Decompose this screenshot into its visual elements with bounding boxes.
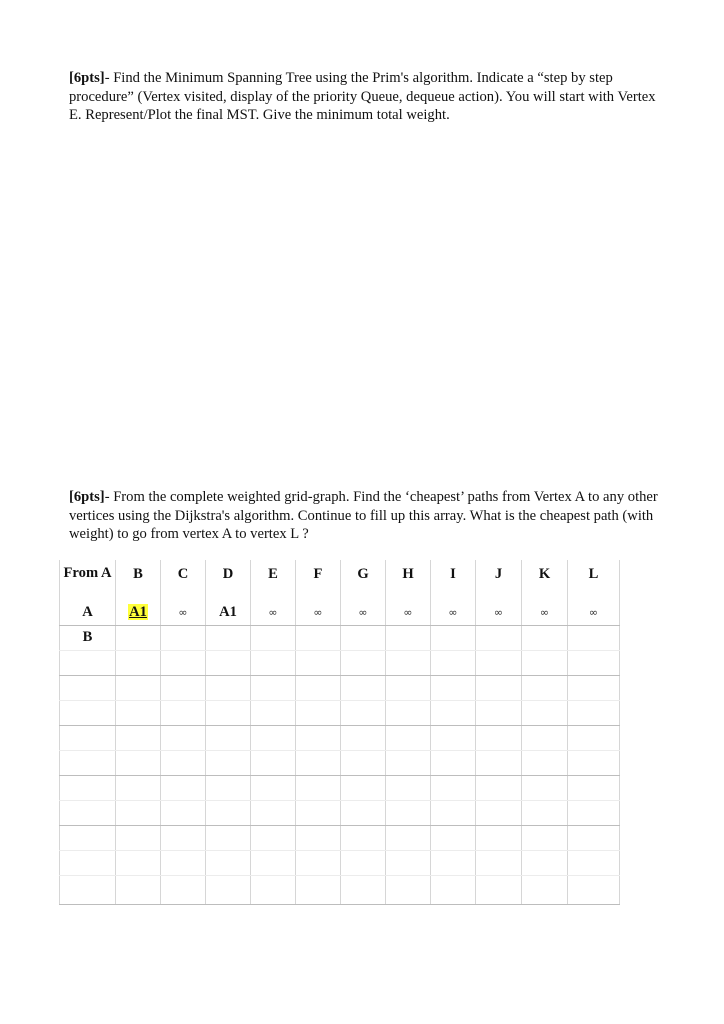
table-cell[interactable] bbox=[161, 650, 206, 675]
header-L: L bbox=[568, 560, 620, 600]
table-row bbox=[60, 625, 620, 650]
table-cell[interactable] bbox=[476, 800, 522, 825]
table-cell[interactable] bbox=[161, 675, 206, 700]
table-cell[interactable] bbox=[341, 675, 386, 700]
table-cell[interactable] bbox=[386, 725, 431, 750]
table-cell[interactable] bbox=[431, 825, 476, 850]
table-cell bbox=[116, 600, 161, 625]
table-cell[interactable] bbox=[116, 725, 161, 750]
table-cell[interactable] bbox=[568, 700, 620, 725]
table-cell[interactable] bbox=[522, 625, 568, 650]
table-cell[interactable] bbox=[60, 750, 116, 775]
row-label: B bbox=[60, 625, 116, 650]
table-cell[interactable] bbox=[296, 675, 341, 700]
table-cell[interactable] bbox=[296, 650, 341, 675]
header-I: I bbox=[431, 560, 476, 600]
table-row bbox=[60, 650, 620, 675]
table-cell[interactable] bbox=[251, 850, 296, 875]
table-cell[interactable] bbox=[476, 875, 522, 904]
table-cell[interactable] bbox=[341, 625, 386, 650]
table-cell[interactable] bbox=[431, 700, 476, 725]
table-cell[interactable] bbox=[206, 850, 251, 875]
table-cell[interactable] bbox=[341, 800, 386, 825]
table-cell[interactable] bbox=[161, 625, 206, 650]
table-cell[interactable] bbox=[522, 850, 568, 875]
table-row bbox=[60, 800, 620, 825]
question-1-points: [6pts] bbox=[69, 70, 105, 86]
table-cell[interactable] bbox=[206, 775, 251, 800]
table-cell[interactable] bbox=[60, 700, 116, 725]
table-cell[interactable] bbox=[161, 750, 206, 775]
table-cell[interactable] bbox=[522, 700, 568, 725]
table-cell[interactable] bbox=[296, 825, 341, 850]
table-cell[interactable] bbox=[386, 775, 431, 800]
header-F: F bbox=[296, 560, 341, 600]
table-cell[interactable] bbox=[206, 825, 251, 850]
corner-header: From A bbox=[60, 560, 116, 600]
table-cell[interactable] bbox=[341, 700, 386, 725]
table-cell[interactable] bbox=[341, 875, 386, 904]
table-cell[interactable] bbox=[386, 625, 431, 650]
table-cell[interactable] bbox=[522, 825, 568, 850]
table-cell[interactable] bbox=[296, 700, 341, 725]
table-row bbox=[60, 675, 620, 700]
row-label: A bbox=[60, 600, 116, 625]
table-cell[interactable] bbox=[60, 725, 116, 750]
question-2 bbox=[69, 488, 659, 544]
table-cell[interactable] bbox=[296, 775, 341, 800]
table-cell[interactable] bbox=[296, 725, 341, 750]
table-cell[interactable] bbox=[341, 650, 386, 675]
table-cell[interactable] bbox=[116, 625, 161, 650]
table-cell[interactable] bbox=[431, 875, 476, 904]
header-E: E bbox=[251, 560, 296, 600]
table-cell[interactable] bbox=[60, 875, 116, 904]
header-row bbox=[60, 560, 620, 600]
table-cell[interactable] bbox=[296, 750, 341, 775]
table-cell[interactable] bbox=[476, 675, 522, 700]
table-row bbox=[60, 850, 620, 875]
table-cell[interactable] bbox=[296, 850, 341, 875]
table-cell[interactable] bbox=[476, 825, 522, 850]
table-cell[interactable] bbox=[568, 750, 620, 775]
table-cell[interactable] bbox=[341, 825, 386, 850]
table-row bbox=[60, 775, 620, 800]
table-cell[interactable] bbox=[116, 775, 161, 800]
table-cell[interactable] bbox=[431, 750, 476, 775]
table-cell[interactable] bbox=[568, 650, 620, 675]
table-cell[interactable] bbox=[386, 825, 431, 850]
table-cell[interactable] bbox=[476, 650, 522, 675]
table-cell[interactable] bbox=[522, 750, 568, 775]
highlighted-value: A1 bbox=[129, 603, 147, 620]
table-cell[interactable] bbox=[522, 875, 568, 904]
table-cell[interactable] bbox=[431, 625, 476, 650]
header-J: J bbox=[476, 560, 522, 600]
table-cell[interactable] bbox=[60, 650, 116, 675]
table-cell[interactable] bbox=[206, 700, 251, 725]
table-cell[interactable] bbox=[568, 825, 620, 850]
table-cell[interactable] bbox=[206, 750, 251, 775]
table-cell[interactable] bbox=[386, 800, 431, 825]
table-cell[interactable] bbox=[568, 800, 620, 825]
table-cell[interactable] bbox=[568, 675, 620, 700]
table-cell[interactable] bbox=[251, 825, 296, 850]
table-cell[interactable] bbox=[386, 850, 431, 875]
table-cell[interactable] bbox=[116, 825, 161, 850]
table-cell[interactable] bbox=[60, 850, 116, 875]
table-cell[interactable] bbox=[161, 875, 206, 904]
table-cell[interactable] bbox=[60, 775, 116, 800]
table-cell[interactable] bbox=[251, 650, 296, 675]
table-cell[interactable] bbox=[386, 650, 431, 675]
table-cell[interactable] bbox=[522, 650, 568, 675]
table-cell[interactable] bbox=[341, 750, 386, 775]
table-cell[interactable] bbox=[161, 775, 206, 800]
table-cell[interactable] bbox=[206, 800, 251, 825]
table-cell[interactable] bbox=[522, 725, 568, 750]
table-cell[interactable] bbox=[161, 850, 206, 875]
question-2-text: - From the complete weighted grid-graph. Find the ‘cheapest’ paths from Vertex A to any other vertices using the Dijkstra's algorithm. Continue to fill up this array. What is the cheapest path (with weight) to go from vertex A to vertex L ? bbox=[69, 489, 658, 542]
table-cell[interactable] bbox=[431, 775, 476, 800]
table-cell[interactable] bbox=[431, 725, 476, 750]
table-cell[interactable] bbox=[431, 675, 476, 700]
table-row bbox=[60, 750, 620, 775]
table-cell[interactable] bbox=[522, 775, 568, 800]
table-cell: ∞ bbox=[522, 600, 568, 625]
table-cell[interactable] bbox=[296, 875, 341, 904]
table-cell[interactable] bbox=[296, 625, 341, 650]
table-cell[interactable] bbox=[251, 725, 296, 750]
table-cell: ∞ bbox=[386, 600, 431, 625]
table-cell[interactable] bbox=[116, 675, 161, 700]
table-cell[interactable] bbox=[386, 875, 431, 904]
table-row bbox=[60, 725, 620, 750]
table-cell[interactable] bbox=[386, 750, 431, 775]
dijkstra-table bbox=[59, 560, 619, 905]
table-cell[interactable] bbox=[476, 850, 522, 875]
table-cell[interactable] bbox=[251, 625, 296, 650]
table-cell[interactable] bbox=[568, 875, 620, 904]
table-cell[interactable] bbox=[206, 675, 251, 700]
header-K: K bbox=[522, 560, 568, 600]
table-cell[interactable] bbox=[476, 725, 522, 750]
table-cell[interactable] bbox=[251, 875, 296, 904]
table-row bbox=[60, 875, 620, 904]
table-cell[interactable] bbox=[60, 675, 116, 700]
header-B: B bbox=[116, 560, 161, 600]
dijkstra-grid bbox=[59, 560, 620, 905]
table-row bbox=[60, 825, 620, 850]
table-cell[interactable] bbox=[60, 825, 116, 850]
table-cell[interactable] bbox=[296, 800, 341, 825]
table-cell[interactable] bbox=[568, 775, 620, 800]
table-cell[interactable] bbox=[161, 825, 206, 850]
table-cell[interactable] bbox=[522, 800, 568, 825]
table-cell[interactable] bbox=[476, 750, 522, 775]
table-cell[interactable] bbox=[251, 775, 296, 800]
table-cell[interactable] bbox=[251, 700, 296, 725]
table-cell[interactable] bbox=[161, 700, 206, 725]
table-cell[interactable] bbox=[568, 725, 620, 750]
table-cell[interactable] bbox=[568, 625, 620, 650]
table-cell[interactable] bbox=[116, 800, 161, 825]
table-cell[interactable] bbox=[431, 850, 476, 875]
table-cell: ∞ bbox=[476, 600, 522, 625]
table-cell: ∞ bbox=[341, 600, 386, 625]
table-cell[interactable] bbox=[341, 725, 386, 750]
table-cell[interactable] bbox=[341, 850, 386, 875]
header-D: D bbox=[206, 560, 251, 600]
table-cell[interactable] bbox=[386, 700, 431, 725]
table-cell[interactable] bbox=[161, 800, 206, 825]
table-cell[interactable] bbox=[568, 850, 620, 875]
table-cell[interactable] bbox=[116, 875, 161, 904]
table-row bbox=[60, 700, 620, 725]
question-1 bbox=[69, 69, 659, 125]
table-cell[interactable] bbox=[476, 775, 522, 800]
table-cell[interactable] bbox=[522, 675, 568, 700]
table-cell[interactable] bbox=[431, 650, 476, 675]
table-cell[interactable] bbox=[206, 650, 251, 675]
table-cell: ∞ bbox=[251, 600, 296, 625]
table-cell[interactable] bbox=[161, 725, 206, 750]
table-row bbox=[60, 600, 620, 625]
table-cell[interactable] bbox=[206, 875, 251, 904]
table-cell[interactable] bbox=[116, 650, 161, 675]
table-cell[interactable] bbox=[116, 750, 161, 775]
table-cell: ∞ bbox=[431, 600, 476, 625]
table-cell[interactable] bbox=[476, 625, 522, 650]
table-cell: A1 bbox=[206, 600, 251, 625]
table-cell: ∞ bbox=[161, 600, 206, 625]
table-cell[interactable] bbox=[60, 800, 116, 825]
table-cell: ∞ bbox=[568, 600, 620, 625]
header-H: H bbox=[386, 560, 431, 600]
table-cell[interactable] bbox=[431, 800, 476, 825]
table-cell: ∞ bbox=[296, 600, 341, 625]
table-cell[interactable] bbox=[341, 775, 386, 800]
table-cell[interactable] bbox=[206, 725, 251, 750]
table-cell[interactable] bbox=[251, 750, 296, 775]
table-cell[interactable] bbox=[386, 675, 431, 700]
header-C: C bbox=[161, 560, 206, 600]
table-cell[interactable] bbox=[251, 800, 296, 825]
table-cell[interactable] bbox=[116, 850, 161, 875]
question-2-points: [6pts] bbox=[69, 489, 105, 505]
question-1-text: - Find the Minimum Spanning Tree using the Prim's algorithm. Indicate a “step by step procedure” (Vertex visited, display of the priority Queue, dequeue action). You will start with Vertex E. Represent/Plot the final MST. Give the minimum total weight. bbox=[69, 70, 656, 123]
table-cell[interactable] bbox=[251, 675, 296, 700]
table-cell[interactable] bbox=[116, 700, 161, 725]
header-G: G bbox=[341, 560, 386, 600]
table-cell[interactable] bbox=[476, 700, 522, 725]
table-cell[interactable] bbox=[206, 625, 251, 650]
